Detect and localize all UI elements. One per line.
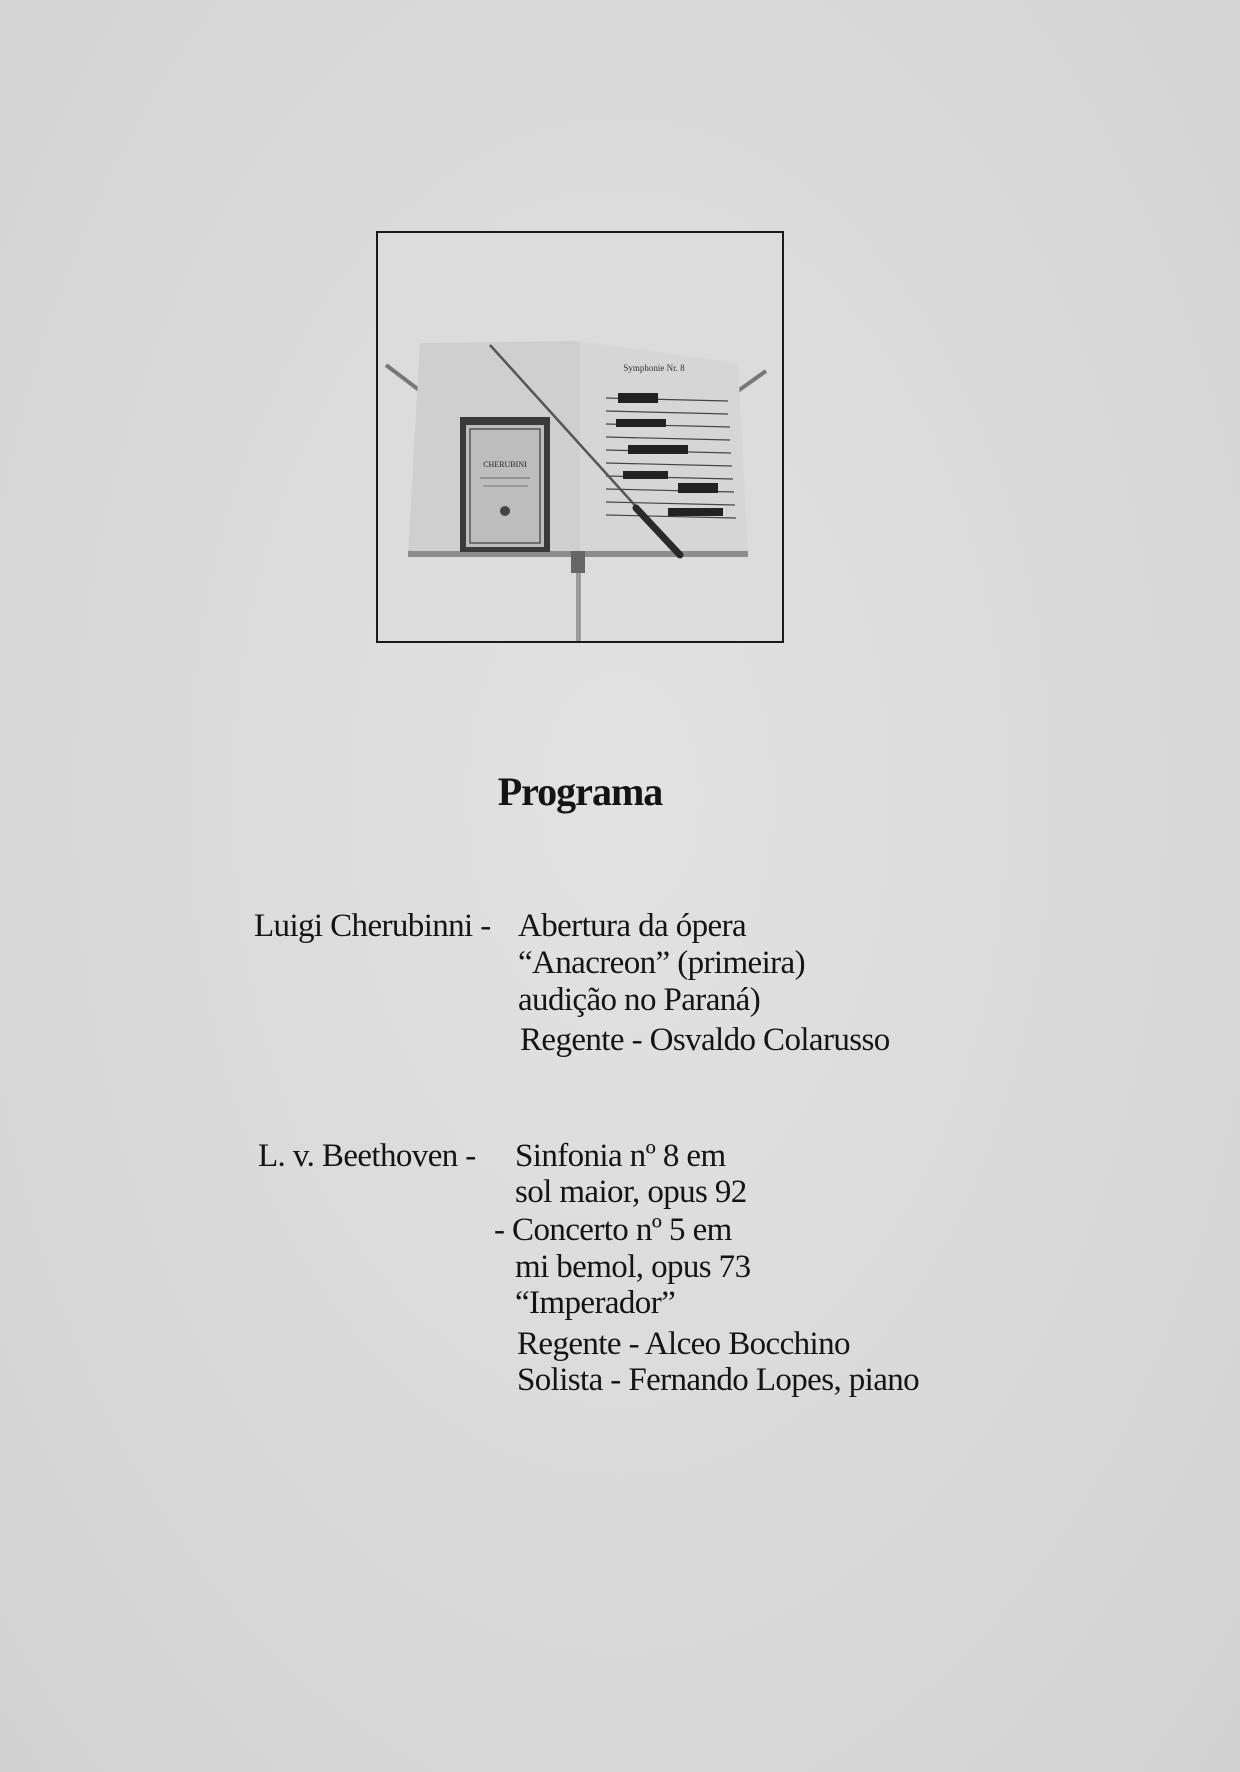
soloist-line: Solista - Fernando Lopes, piano [517,1362,920,1398]
score-title: Symphonie Nr. 8 [623,363,685,373]
photo-music-stand [376,231,784,643]
composer-name: Luigi Cherubinni - [254,908,491,944]
work-line: “Anacreon” (primeira) [518,945,805,981]
work-line: Abertura da ópera [518,908,747,944]
work-line: Sinfonia nº 8 em [515,1138,726,1174]
page-title: Programa [497,769,663,814]
stand-pole [576,563,581,641]
conductor-line: Regente - Alceo Bocchino [517,1326,850,1362]
work-line: sol maior, opus 92 [515,1174,747,1210]
music-stand-illustration [378,233,782,641]
work-line: - Concerto nº 5 em [494,1212,732,1248]
work-line: “Imperador” [515,1285,676,1321]
composer-name: L. v. Beethoven - [258,1138,476,1174]
work-line: mi bemol, opus 73 [515,1249,751,1285]
booklet-title: CHERUBINI [483,460,527,469]
publisher-emblem [500,506,510,516]
stand-clamp [571,551,585,573]
conductor-line: Regente - Osvaldo Colarusso [520,1022,890,1058]
work-line: audição no Paraná) [518,982,761,1018]
